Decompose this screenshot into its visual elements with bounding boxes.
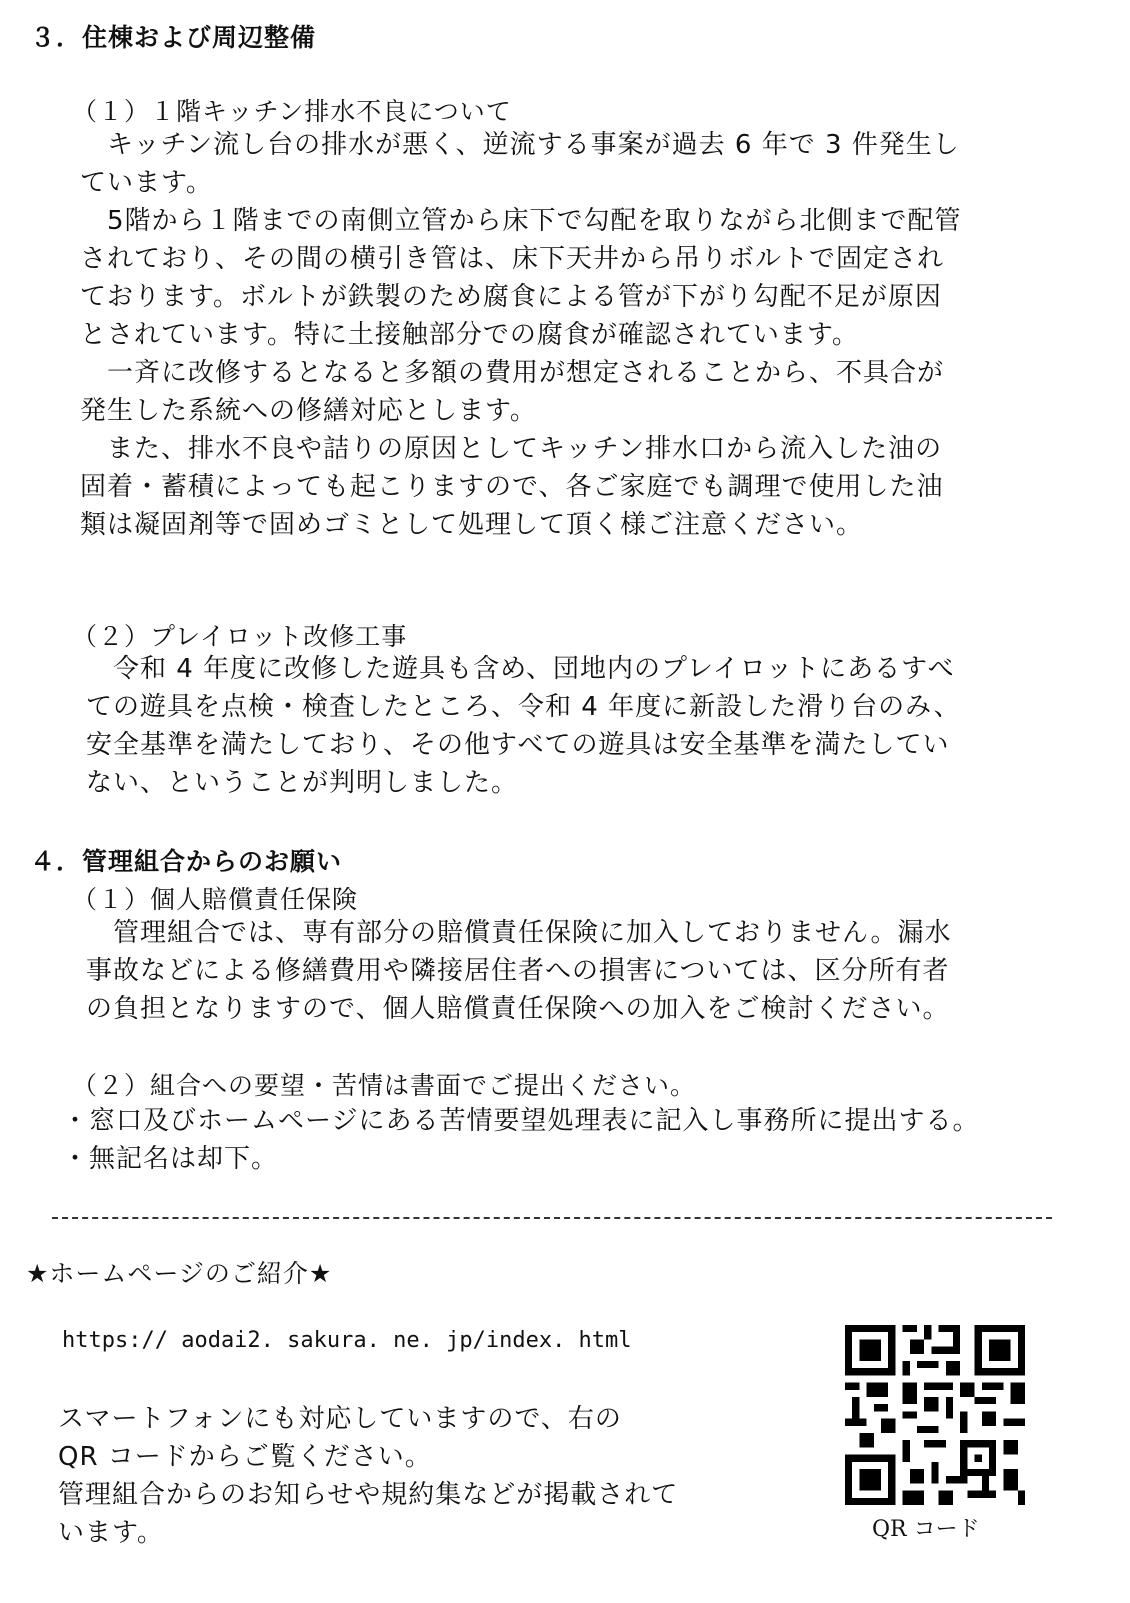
- homepage-heading: ★ホームページのご紹介★: [26, 1259, 333, 1288]
- text-line: QR コードからご覧ください。: [58, 1442, 432, 1472]
- text-line: 管理組合では、専有部分の賠償責任保険に加入しておりません。漏水: [86, 918, 952, 948]
- qr-caption: QR コード: [872, 1517, 980, 1542]
- section4-item2-bullets: [62, 1102, 979, 1178]
- section3-item2-body: [86, 650, 961, 802]
- text-line: 安全基準を満たしており、その他すべての遊具は安全基準を満たしてい: [86, 730, 950, 760]
- section4-item1-body: [86, 914, 952, 1028]
- text-line: キッチン流し台の排水が悪く、逆流する事案が過去 6 年で 3 件発生し: [80, 130, 960, 160]
- text-line: の負担となりますので、個人賠償責任保険への加入をご検討ください。: [86, 994, 950, 1024]
- section4-item1-title: （１）個人賠償責任保険: [72, 885, 359, 914]
- section3-heading: ３．住棟および周辺整備: [30, 23, 317, 52]
- text-line: 5階から１階までの南側立管から床下で勾配を取りながら北側まで配管: [80, 206, 962, 236]
- text-line: されており、その間の横引き管は、床下天井から吊りボルトで固定され: [80, 244, 945, 274]
- text-line: ない、ということが判明しました。: [86, 768, 519, 798]
- homepage-description: [58, 1400, 678, 1552]
- text-line: 類は凝固剤等で固めゴミとして処理して頂く様ご注意ください。: [80, 510, 864, 540]
- text-line: スマートフォンにも対応していますので、右の: [58, 1404, 622, 1434]
- section4-heading: ４．管理組合からのお願い: [30, 847, 343, 876]
- text-line: 管理組合からのお知らせや規約集などが掲載されて: [58, 1480, 679, 1510]
- text-line: ての遊具を点検・検査したところ、令和 4 年度に新設した滑り台のみ、: [86, 692, 961, 722]
- section3-item1-body: [80, 126, 962, 544]
- text-line: 令和 4 年度に改修した遊具も含め、団地内のプレイロットにあるすべ: [86, 654, 955, 684]
- dashed-divider: [52, 1217, 1052, 1219]
- section3-item1-title: （１）１階キッチン排水不良について: [72, 97, 512, 126]
- text-line: ております。ボルトが鉄製のため腐食による管が下がり勾配不足が原因: [80, 282, 942, 312]
- text-line: 事故などによる修繕費用や隣接居住者への損害については、区分所有者: [86, 956, 950, 986]
- section3-item2-title: （２）プレイロット改修工事: [72, 622, 408, 651]
- section4-item2-title: （２）組合への要望・苦情は書面でご提出ください。: [72, 1071, 697, 1100]
- text-line: とされています。特に土接触部分での腐食が確認されています。: [80, 320, 859, 350]
- text-line: 発生した系統への修繕対応とします。: [80, 396, 537, 426]
- bullet-item: ・無記名は却下。: [62, 1144, 279, 1174]
- text-line: また、排水不良や詰りの原因としてキッチン排水口から流入した油の: [80, 434, 943, 464]
- text-line: います。: [58, 1518, 164, 1548]
- text-line: ています。: [80, 168, 213, 198]
- homepage-url[interactable]: https:// aodai2. sakura. ne. jp/index. html: [62, 1328, 632, 1353]
- qr-code-image[interactable]: [845, 1325, 1025, 1505]
- text-line: 固着・蓄積によっても起こりますので、各ご家庭でも調理で使用した油: [80, 472, 944, 502]
- text-line: 一斉に改修するとなると多額の費用が想定されることから、不具合が: [80, 358, 945, 388]
- bullet-item: ・窓口及びホームページにある苦情要望処理表に記入し事務所に提出する。: [62, 1106, 980, 1136]
